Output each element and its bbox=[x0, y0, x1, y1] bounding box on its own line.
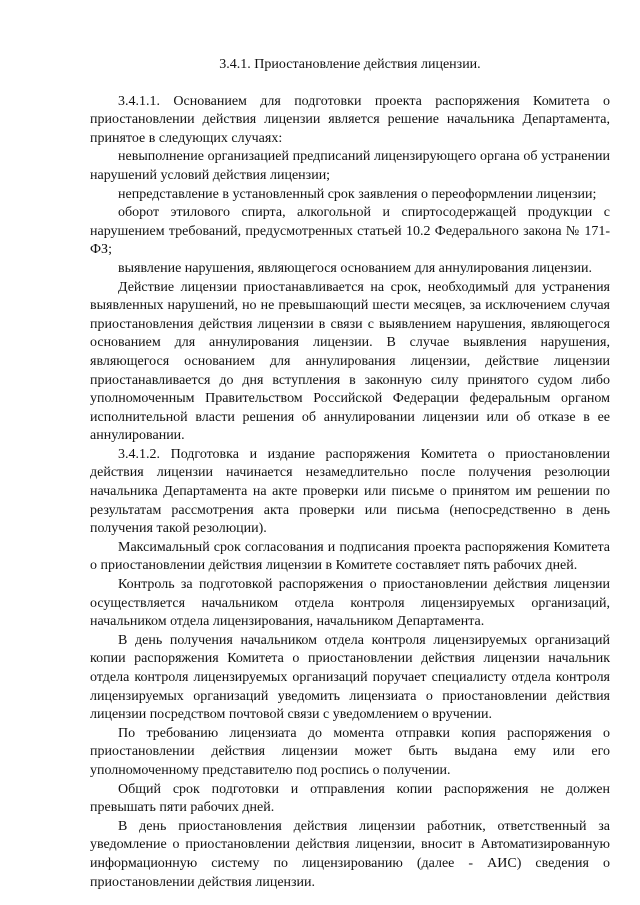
paragraph-ais-entry: В день приостановления действия лицензии работник, ответственный за уведомление о приостановлении действия лицензии, вносит в Автоматизированную информационную систему по лицензированию (далее - АИС) сведения о приостановлении действия лицензии. bbox=[90, 818, 610, 890]
list-item-violation-detected: выявление нарушения, являющегося основанием для аннулирования лицензии. bbox=[118, 260, 592, 276]
paragraph-control: Контроль за подготовкой распоряжения о приостановлении действия лицензии осуществляется начальником отдела контроля лицензируемых организаций, начальником отдела лицензирования, начальником Департамента. bbox=[90, 577, 610, 630]
paragraph-suspension-term: Действие лицензии приостанавливается на срок, необходимый для устранения выявленных нарушений, но не превышающий шести месяцев, за исключением случая приостановления действия лицензии в связи с выявлением нарушения, являющегося основанием для аннулирования лицензии. В случае выявления нарушения, являющегося основанием для аннулирования лицензии, действие лицензии приостанавливается до дня вступления в законную силу принятого судом либо уполномоченным Правительством Российской Федерации федеральным органом исполнительной власти решения об аннулировании лицензии или об отказе в ее аннулировании. bbox=[90, 279, 610, 444]
list-item-alcohol-turnover: оборот этилового спирта, алкогольной и спиртосодержащей продукции с нарушением требований, предусмотренных статьей 10.2 Федерального закона № 171-ФЗ; bbox=[90, 205, 610, 258]
paragraph-on-request: По требованию лицензиата до момента отправки копия распоряжения о приостановлении действия лицензии может быть выдана ему или его уполномоченному представителю под роспись о получении. bbox=[90, 725, 610, 778]
list-item-nonsubmission: непредставление в установленный срок заявления о переоформлении лицензии; bbox=[118, 186, 597, 202]
paragraph-notification: В день получения начальником отдела контроля лицензируемых организаций копии распоряжения Комитета о приостановлении действия лицензии начальник отдела контроля лицензируемых организаций поручает специалисту отдела контроля лицензируемых организаций уведомить лицензиата о приостановлении действия лицензии посредством почтовой связи с уведомлением о вручении. bbox=[90, 632, 610, 723]
paragraph-total-term: Общий срок подготовки и отправления копии распоряжения не должен превышать пяти рабочих дней. bbox=[90, 781, 610, 816]
paragraph-max-term: Максимальный срок согласования и подписания проекта распоряжения Комитета о приостановлении действия лицензии в Комитете составляет пять рабочих дней. bbox=[90, 539, 610, 574]
list-item-noncompliance: невыполнение организацией предписаний лицензирующего органа об устранении нарушений условий действия лицензии; bbox=[90, 149, 610, 183]
section-title: 3.4.1. Приостановление действия лицензии. bbox=[219, 57, 481, 72]
paragraph-3-4-1-1: 3.4.1.1. Основанием для подготовки проекта распоряжения Комитета о приостановлении действия лицензии является решение начальника Департамента, принятое в следующих случаях: bbox=[90, 93, 610, 146]
paragraph-3-4-1-2: 3.4.1.2. Подготовка и издание распоряжения Комитета о приостановлении действия лицензии начинается незамедлительно после получения резолюции начальника Департамента на акте проверки или письме о принятом им решении по результатам рассмотрения акта проверки или письма (непосредственно в день получения такой резолюции). bbox=[90, 446, 610, 537]
document-body bbox=[90, 56, 610, 892]
